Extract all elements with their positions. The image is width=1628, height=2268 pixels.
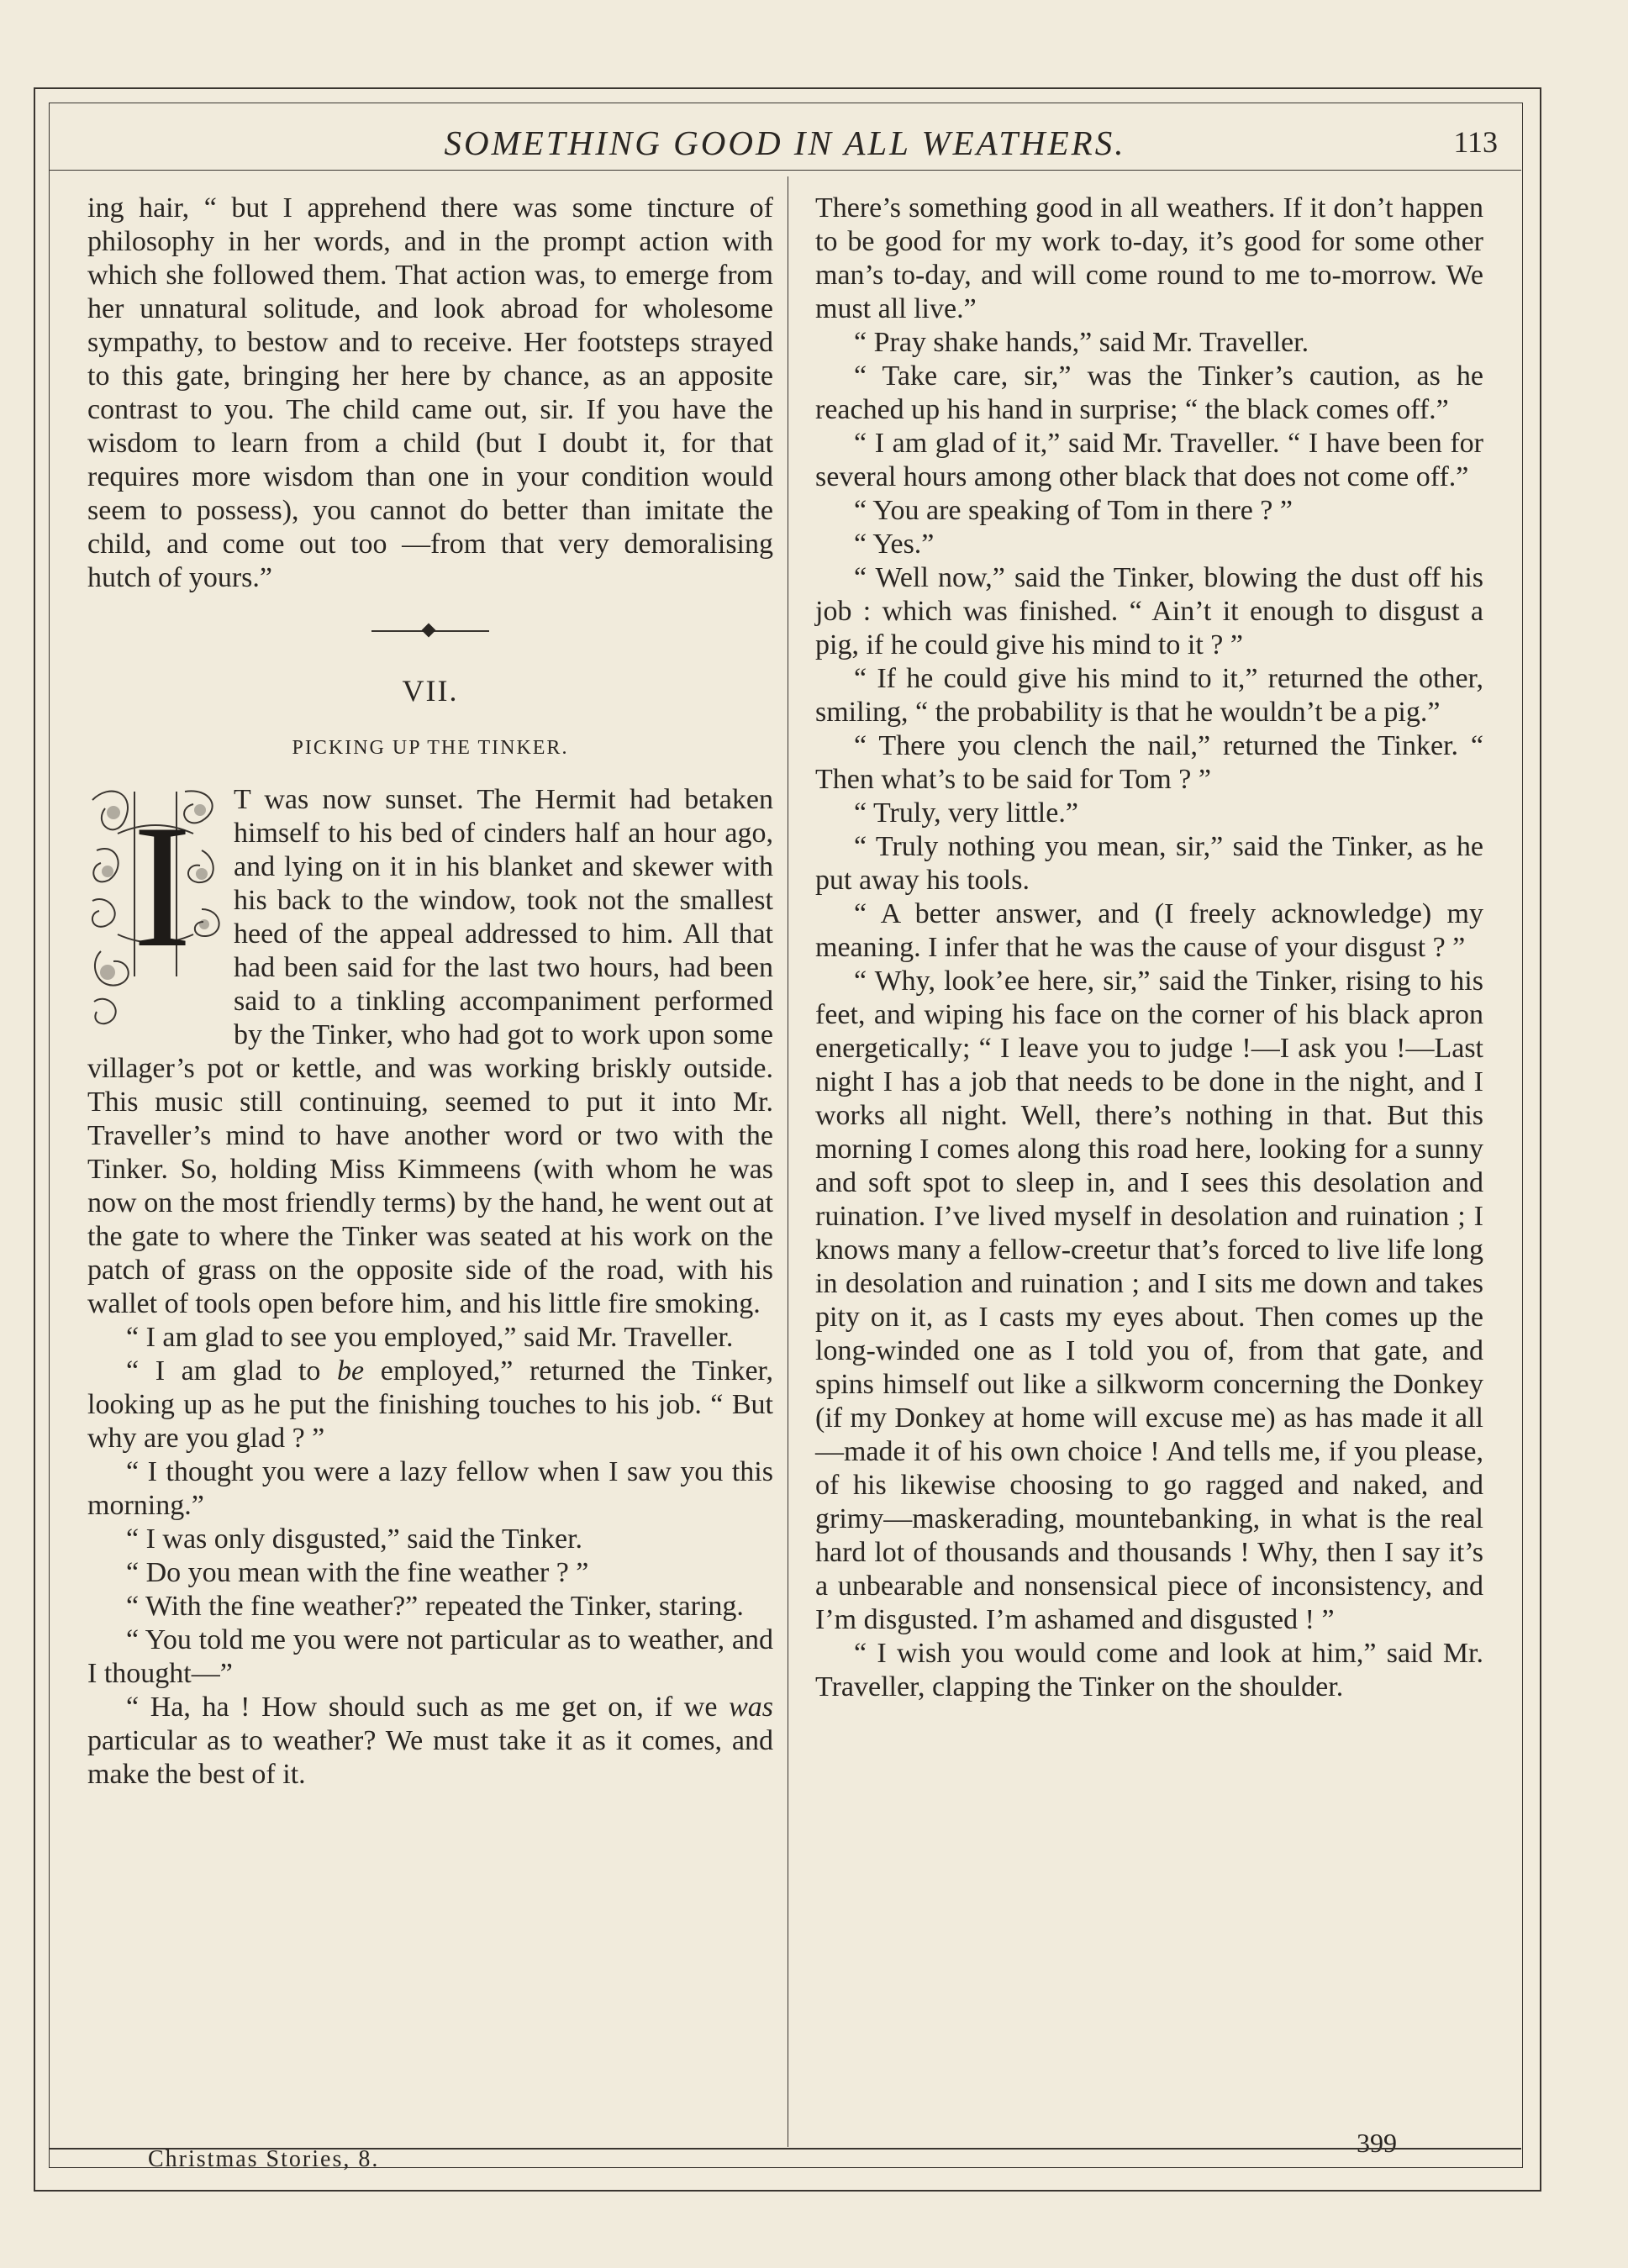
right-column: [815, 192, 1483, 1704]
text-run: employed,” returned the Tinker, looking up as he put the finishing touches to his job. “ But why are you glad ? ”: [87, 1355, 773, 1454]
paragraph: “ Yes.”: [854, 529, 935, 560]
page-header: [49, 118, 1521, 168]
paragraph: There’s something good in all weathers. If it don’t happen to be good for my work to-day, it’s good for some other man’s to-day, and will come round to me to-morrow. We must all live.”: [815, 192, 1483, 324]
text-run: particular as to weather? We must take it as it comes, and make the best of it.: [87, 1725, 773, 1790]
paragraph: “ You told me you were not particular as to weather, and I thought—”: [87, 1624, 773, 1689]
signature-mark: 399: [1357, 2128, 1397, 2158]
paragraph: “ I am glad to see you employed,” said Mr. Traveller.: [126, 1322, 734, 1353]
paragraph: “ I wish you would come and look at him,” said Mr. Traveller, clapping the Tinker on the shoulder.: [815, 1638, 1483, 1702]
running-title: SOMETHING GOOD IN ALL WEATHERS.: [444, 124, 1126, 162]
section-ornament: [371, 627, 489, 635]
paragraph: “ If he could give his mind to it,” returned the other, smiling, “ the probability is that he wouldn’t be a pig.”: [815, 663, 1483, 728]
emphasis: be: [337, 1355, 365, 1387]
paragraph: “ With the fine weather?” repeated the Tinker, staring.: [126, 1591, 744, 1622]
paragraph: [87, 1691, 773, 1792]
text-run: “ I am glad to: [126, 1355, 338, 1387]
header-rule: [49, 170, 1521, 171]
paragraph: “ There you clench the nail,” returned the Tinker. “ Then what’s to be said for Tom ? ”: [815, 730, 1483, 795]
chapter-title: PICKING UP THE TINKER.: [292, 737, 569, 759]
drop-cap: [84, 783, 227, 1035]
drop-cap-letter: I: [133, 789, 192, 984]
paragraph: “ Do you mean with the fine weather ? ”: [126, 1557, 589, 1588]
diamond-ornament-icon: [422, 624, 436, 638]
paragraph: “ Take care, sir,” was the Tinker’s caution, as he reached up his hand in surprise; “ the black comes off.”: [815, 360, 1483, 425]
emphasis: was: [729, 1692, 773, 1723]
page-number: 113: [1453, 125, 1498, 159]
text-run: “ Ha, ha ! How should such as me get on, if we: [126, 1692, 730, 1723]
paragraph: “ Truly, very little.”: [854, 797, 1078, 829]
source-note: Christmas Stories, 8.: [148, 2146, 380, 2172]
paragraph: “ I am glad of it,” said Mr. Traveller. “ I have been for several hours among other black that does not come off.”: [815, 428, 1483, 492]
paragraph: “ A better answer, and (I freely acknowledge) my meaning. I infer that he was the cause of your disgust ? ”: [815, 898, 1483, 963]
left-column: [87, 192, 773, 1792]
paragraph: “ Pray shake hands,” said Mr. Traveller.: [854, 327, 1309, 358]
chapter-number: VII.: [402, 674, 459, 708]
paragraph: T was now sunset. The Hermit had betaken himself to his bed of cinders half an hour ago, and lying on it in his blanket and skewer with his back to the window, took not the smallest heed of the appeal addressed to him. All that had been said for the last two hours, had been said to a tinkling accompaniment performed by the Tinker, who had got to work upon some villager’s pot or kettle, and was working briskly outside. This music still continuing, seemed to put it into Mr. Traveller’s mind to have another word or two with the Tinker. So, holding Miss Kimmeens (with whom he was now on the most friendly terms) by the hand, he went out at the gate to where the Tinker was seated at his work on the patch of grass on the opposite side of the road, with his wallet of tools open before him, and his little fire smoking.: [87, 784, 773, 1319]
paragraph: [87, 1355, 773, 1455]
footer-rule: [49, 2148, 1521, 2150]
paragraph: “ I thought you were a lazy fellow when I saw you this morning.”: [87, 1456, 773, 1521]
paragraph: “ Well now,” said the Tinker, blowing the dust off his job : which was finished. “ Ain’t it enough to disgust a pig, if he could give his mind to it ? ”: [815, 562, 1483, 660]
paragraph: “ Truly nothing you mean, sir,” said the Tinker, as he put away his tools.: [815, 831, 1483, 896]
paragraph: “ Why, look’ee here, sir,” said the Tinker, rising to his feet, and wiping his face on the corner of his black apron energetically; “ I leave you to judge !—I ask you !—Last night I has a job that needs to be done in the night, and I works all night. Well, there’s nothing in that. But this morning I comes along this road here, looking for a sunny and soft spot to sleep in, and I sees this desolation and ruination. I’ve lived myself in desolation and ruination ; I knows many a fellow-creetur that’s forced to live life long in desolation and ruination ; and I sits me down and takes pity on it, as I casts my eyes about. Then comes up the long-winded one as I told you of, from that gate, and spins himself out like a silkworm concerning the Donkey (if my Donkey at home will excuse me) as has made it all—made it of his own choice ! And tells me, if you please, of his likewise choosing to go ragged and naked, and grimy—maskerading, mountebanking, in what is the real hard lot of thousands and thousands ! Why, then I say it’s a unbearable and nonsensical piece of inconsistency, and I’m disgusted. I’m ashamed and disgusted ! ”: [815, 966, 1483, 1635]
paragraph: ing hair, “ but I apprehend there was some tincture of philosophy in her words, and in the prompt action with which she followed them. That action was, to emerge from her unnatural solitude, and look abroad for wholesome sympathy, to bestow and to receive. Her footsteps strayed to this gate, bringing her here by chance, as an apposite contrast to you. The child came out, sir. If you have the wisdom to learn from a child (but I doubt it, for that requires more wisdom than one in your condition would seem to possess), you cannot do better than imitate the child, and come out too —from that very demoralising hutch of yours.”: [87, 192, 773, 593]
paragraph: “ You are speaking of Tom in there ? ”: [854, 495, 1293, 526]
paragraph: “ I was only disgusted,” said the Tinker.: [126, 1523, 583, 1555]
